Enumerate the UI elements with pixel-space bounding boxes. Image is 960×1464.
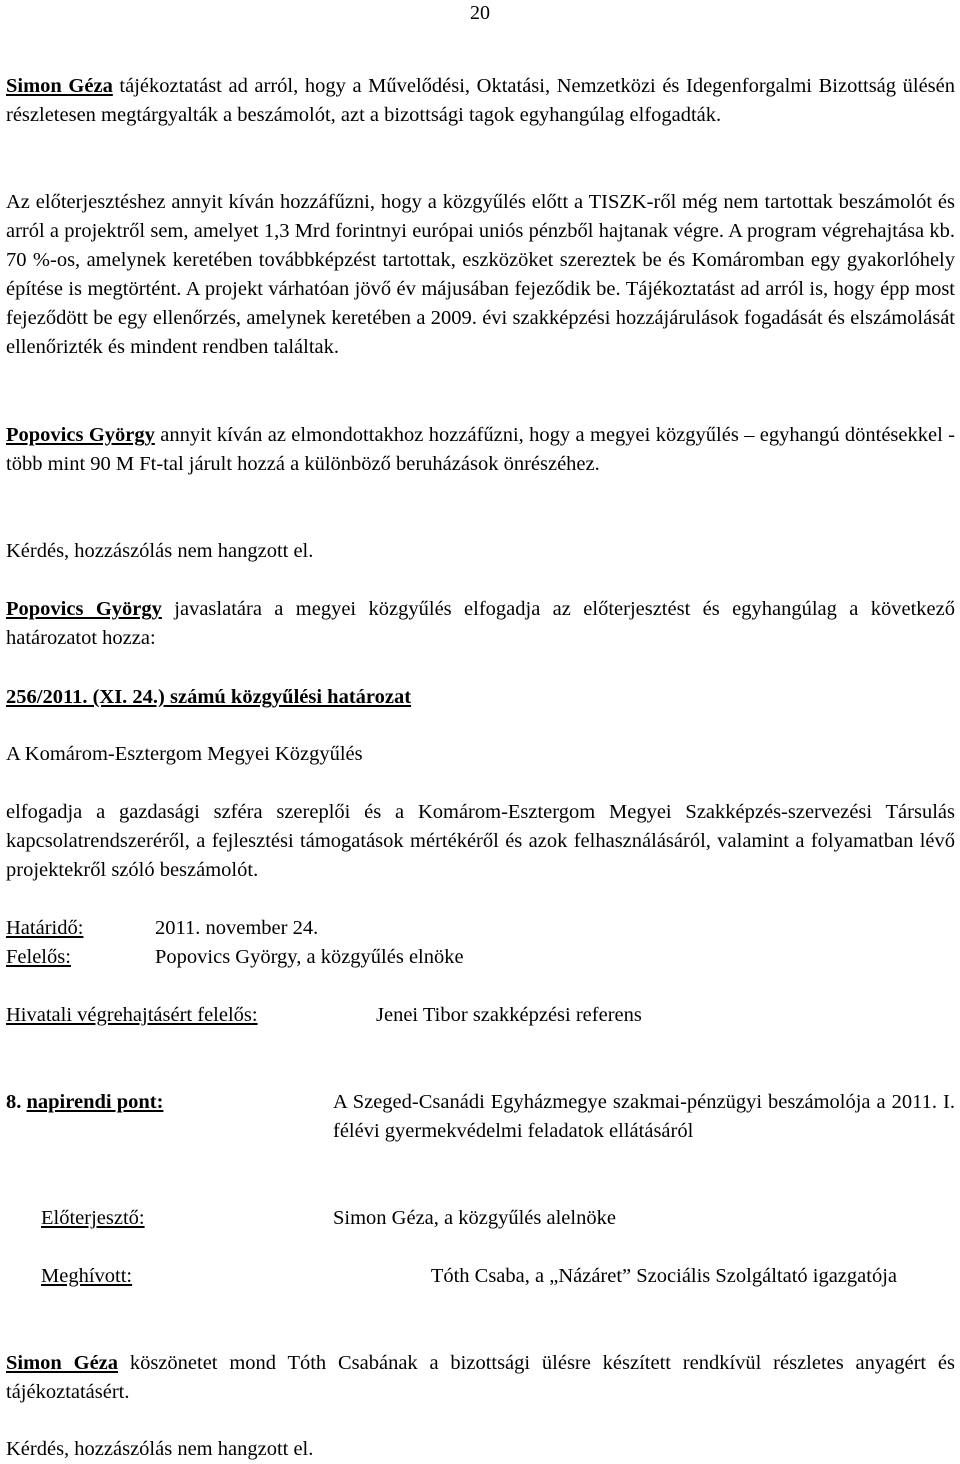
agenda-label: napirendi pont: xyxy=(26,1091,164,1113)
resolution-text: elfogadja a gazdasági szféra szereplői és a Komárom-Esztergom Megyei Szakképzés-szervezési Társulás kapcsolatrendszeréről, a fejlesztési támogatások mértékéről és azok felhasználásáról, valamint a folyamatban lévő projektekről szóló beszámolót. xyxy=(6,801,955,881)
agenda-item-heading xyxy=(6,1088,163,1117)
presenter-row xyxy=(41,1204,616,1233)
official-responsible-value: Jenei Tibor szakképzési referens xyxy=(376,1004,642,1026)
resolution-title: 256/2011. (XI. 24.) számú közgyűlési határozat xyxy=(6,686,412,708)
paragraph-text: annyit kíván az elmondottakhoz hozzáfűzni, hogy a megyei közgyűlés – egyhangú döntésekkel - több mint 90 M Ft-tal járult hozzá a különböző beruházások önrészéhez. xyxy=(6,424,955,475)
invited-label: Meghívott: xyxy=(41,1265,133,1287)
speaker-name: Popovics György xyxy=(6,424,155,446)
no-questions-note: Kérdés, hozzászólás nem hangzott el. xyxy=(6,540,314,562)
deadline-label: Határidő: xyxy=(6,917,84,939)
paragraph-text: köszönetet mond Tóth Csabának a bizottsági ülésre készített rendkívül részletes anyagért és tájékoztatásért. xyxy=(6,1352,956,1403)
official-responsible-row xyxy=(6,1001,642,1030)
deadline-value: 2011. november 24. xyxy=(155,917,319,939)
agenda-title: A Szeged-Csanádi Egyházmegye szakmai-pénzügyi beszámolója a 2011. I. félévi gyermekvédelmi feladatok ellátásáról xyxy=(333,1091,955,1142)
paragraph-simon-report xyxy=(6,72,955,130)
speaker-name: Simon Géza xyxy=(6,1352,119,1374)
speaker-name: Popovics György xyxy=(6,598,162,620)
paragraph-tiszk: Az előterjesztéshez annyit kíván hozzáfűzni, hogy a közgyűlés előtt a TISZK-ről még nem tartottak beszámolót és arról a projektről sem, amelyet 1,3 Mrd forintnyi európai uniós pénzből hajtanak végre. A program végrehajtása kb. 70 %-os, amelynek keretében továbbképzést tartottak, eszközöket szereztek be és Komáromban egy gyakorlóhely építése is megtörtént. A projekt várhatóan jövő év májusában fejeződik be. Tájékoztatást ad arról is, hogy épp most fejeződött be egy ellenőrzés, amelynek keretében a 2009. évi szakképzési hozzájárulások fogadását és elszámolását ellenőrizték és mindent rendben találtak. xyxy=(6,191,955,358)
official-responsible-label: Hivatali végrehajtásért felelős: xyxy=(6,1004,258,1026)
deadline-row xyxy=(6,914,319,943)
paragraph-thanks xyxy=(6,1349,955,1407)
speaker-name: Simon Géza xyxy=(6,75,113,97)
presenter-value: Simon Géza, a közgyűlés alelnöke xyxy=(333,1207,616,1229)
presenter-label: Előterjesztő: xyxy=(41,1207,145,1229)
paragraph-text: tájékoztatást ad arról, hogy a Művelődési, Oktatási, Nemzetközi és Idegenforgalmi Bizottság ülésén részletesen megtárgyalták a beszámolót, azt a bizottsági tagok egyhangúlag elfogadták. xyxy=(6,75,956,126)
responsible-value: Popovics György, a közgyűlés elnöke xyxy=(155,946,464,968)
no-questions-note-2: Kérdés, hozzászólás nem hangzott el. xyxy=(6,1438,314,1460)
page-number: 20 xyxy=(470,2,490,24)
paragraph-text: javaslatára a megyei közgyűlés elfogadja az előterjesztést és egyhangúlag a következő határozatot hozza: xyxy=(6,598,955,649)
assembly-name: A Komárom-Esztergom Megyei Közgyűlés xyxy=(6,743,363,765)
paragraph-proposal xyxy=(6,595,955,653)
invited-value: Tóth Csaba, a „Názáret” Szociális Szolgáltató igazgatója xyxy=(430,1265,897,1287)
agenda-number: 8. xyxy=(6,1091,22,1113)
paragraph-popovics-comment xyxy=(6,421,955,479)
responsible-row xyxy=(6,943,464,972)
responsible-label: Felelős: xyxy=(6,946,71,968)
